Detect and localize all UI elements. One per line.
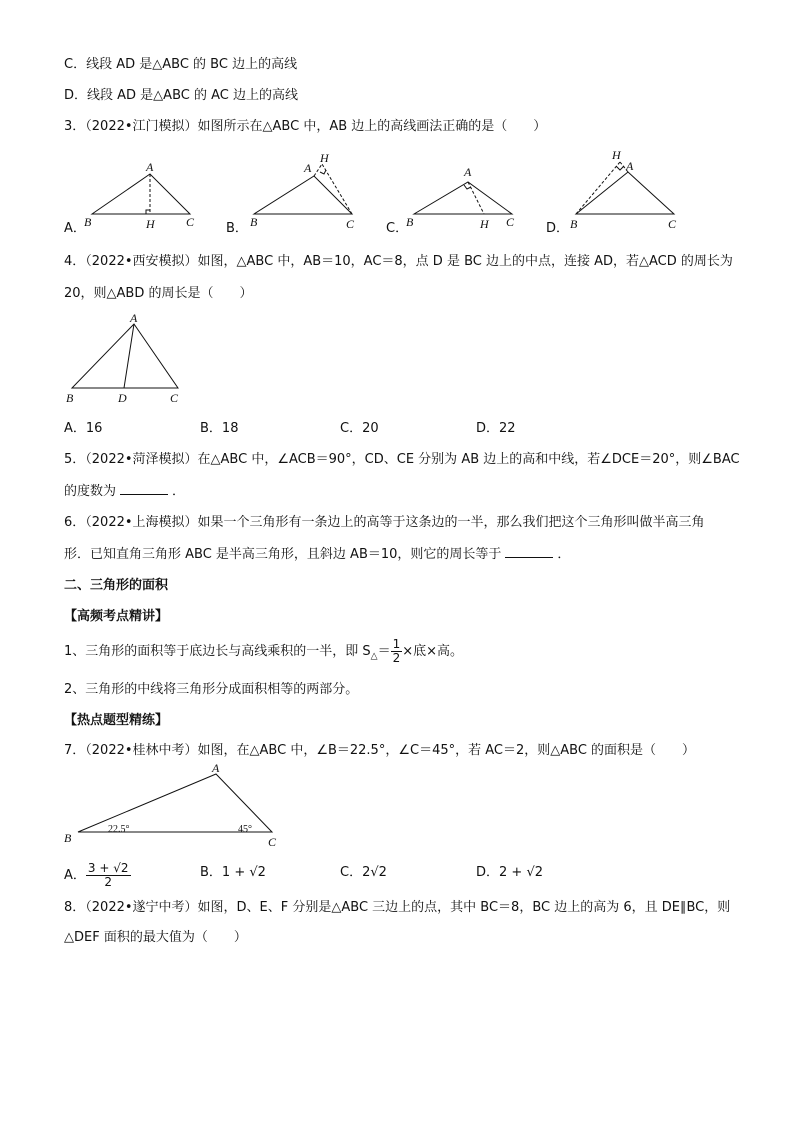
q3d-right-angle [616,166,624,170]
q2-option-d: D．线段 AD 是△ABC 的 AC 边上的高线 [64,88,298,103]
q3a-label-a: A [146,160,154,174]
q7-option-b: B．1 + √2 [200,865,266,880]
q3b-label-c: C [346,217,355,231]
point1-equals: ＝ [377,644,391,659]
q3c-label-b: B [406,215,414,229]
q7-option-a-prefix: A． [64,868,86,883]
q4-stem-line2: 20，则△ABD 的周长是（ ） [64,286,253,301]
point1-fraction-numerator: 1 [392,637,401,651]
q4-option-d: D．22 [476,421,516,436]
q6-stem-text: 形．已知直角三角形 ABC 是半高三角形，且斜边 AB＝10，则它的周长等于 [64,547,502,562]
q5-stem-end: ． [172,484,186,499]
q3d-label-h: H [612,148,621,162]
q8-stem-line1: 8．（2022•遂宁中考）如图，D、E、F 分别是△ABC 三边上的点，其中 BC＝8，BC 边上的高为 6，且 DE∥BC，则 [64,900,731,915]
q3d-label-c: C [668,217,677,231]
q4-label-a: A [130,311,138,325]
q6-stem-line1: 6．（2022•上海模拟）如果一个三角形有一条边上的高等于这条边的一半，那么我们把这个三角形叫做半高三角 [64,515,705,530]
section-2-point-1 [64,638,463,666]
q3b-extension [314,164,322,176]
q7-option-d: D．2 + √2 [476,865,543,880]
q7-option-c: C．2√2 [340,865,387,880]
q3-option-a-label: A． [64,221,86,236]
q3d-height [576,162,620,214]
q4-option-a: A．16 [64,421,103,436]
q3b-label-b: B [250,215,258,229]
q8-stem-line2: △DEF 面积的最大值为（ ） [64,930,247,945]
q7-label-b: B [64,831,72,845]
q6-stem-line2 [64,545,570,564]
q6-stem-end: ． [557,547,571,562]
q3-option-c-label: C． [386,221,409,236]
q7-option-a [64,862,131,889]
q7-stem: 7．（2022•桂林中考）如图，在△ABC 中，∠B＝22.5°，∠C＝45°，若 AC＝2，则△ABC 的面积是（ ） [64,743,696,758]
q3c-label-h: H [480,217,489,231]
q7-label-c: C [268,835,277,849]
point1-text: 1、三角形的面积等于底边长与高线乘积的一半，即 S [64,644,371,659]
q3-option-d-label: D． [546,221,570,236]
q7-option-a-denominator: 2 [104,875,113,889]
q5-stem-line2 [64,482,185,501]
q6-answer-blank[interactable] [505,545,553,558]
q5-stem-text: 的度数为 [64,484,117,499]
q4-option-b: B．18 [200,421,239,436]
point1-fraction [391,638,403,665]
q3-figure-a [84,158,204,234]
q3c-right-angle [464,185,471,189]
section-2-point-2: 2、三角形的中线将三角形分成面积相等的两部分。 [64,682,359,697]
q3-stem: 3．（2022•江门模拟）如图所示在△ABC 中，AB 边上的高线画法正确的是（ ） [64,119,547,134]
point1-end: ×底×高。 [402,644,464,659]
section-2-practice-heading: 【热点题型精练】 [64,713,169,728]
q3-figure-d [566,148,686,234]
q7-figure [60,762,290,852]
q4-median-ad [124,324,134,388]
q3a-right-angle [146,210,150,214]
q3b-label-a: A [304,161,312,175]
q3d-label-b: B [570,217,578,231]
q3a-label-h: H [146,217,155,231]
section-2-key-points-heading: 【高频考点精讲】 [64,609,169,624]
q4-stem-line1: 4．（2022•西安模拟）如图，△ABC 中，AB＝10，AC＝8，点 D 是 BC 边上的中点，连接 AD，若△ACD 的周长为 [64,254,733,269]
q4-label-c: C [170,391,179,405]
q3-figure-b [246,150,366,234]
section-2-title: 二、三角形的面积 [64,578,169,593]
q4-label-b: B [66,391,74,405]
q3b-triangle [254,176,352,214]
q3d-triangle [576,172,674,214]
q5-answer-blank[interactable] [120,482,168,495]
q2-option-c: C．线段 AD 是△ABC 的 BC 边上的高线 [64,57,298,72]
q3c-label-a: A [464,165,472,179]
q5-stem-line1: 5．（2022•菏泽模拟）在△ABC 中，∠ACB＝90°，CD、CE 分别为 AB 边上的高和中线，若∠DCE＝20°，则∠BAC [64,452,740,467]
q3-option-b-label: B． [226,221,248,236]
q3a-label-c: C [186,215,195,229]
q3a-triangle [92,174,190,214]
q7-angle-b-label: 22.5° [108,824,130,835]
q3b-right-angle [320,170,326,174]
q4-label-d: D [118,391,127,405]
q4-option-c: C．20 [340,421,379,436]
q3b-label-h: H [320,151,329,165]
point1-subscript: △ [370,651,378,662]
q7-option-a-numerator: 3 + √2 [87,861,129,875]
point1-fraction-denominator: 2 [392,651,401,665]
q7-angle-c-label: 45° [238,824,252,835]
q3c-label-c: C [506,215,515,229]
q3-figure-c [406,158,526,234]
q3c-triangle [414,182,512,214]
q7-option-a-fraction [86,862,131,889]
q4-figure [64,310,194,406]
q7-label-a: A [212,762,220,775]
q3d-label-a: A [626,159,634,173]
q3a-label-b: B [84,215,92,229]
